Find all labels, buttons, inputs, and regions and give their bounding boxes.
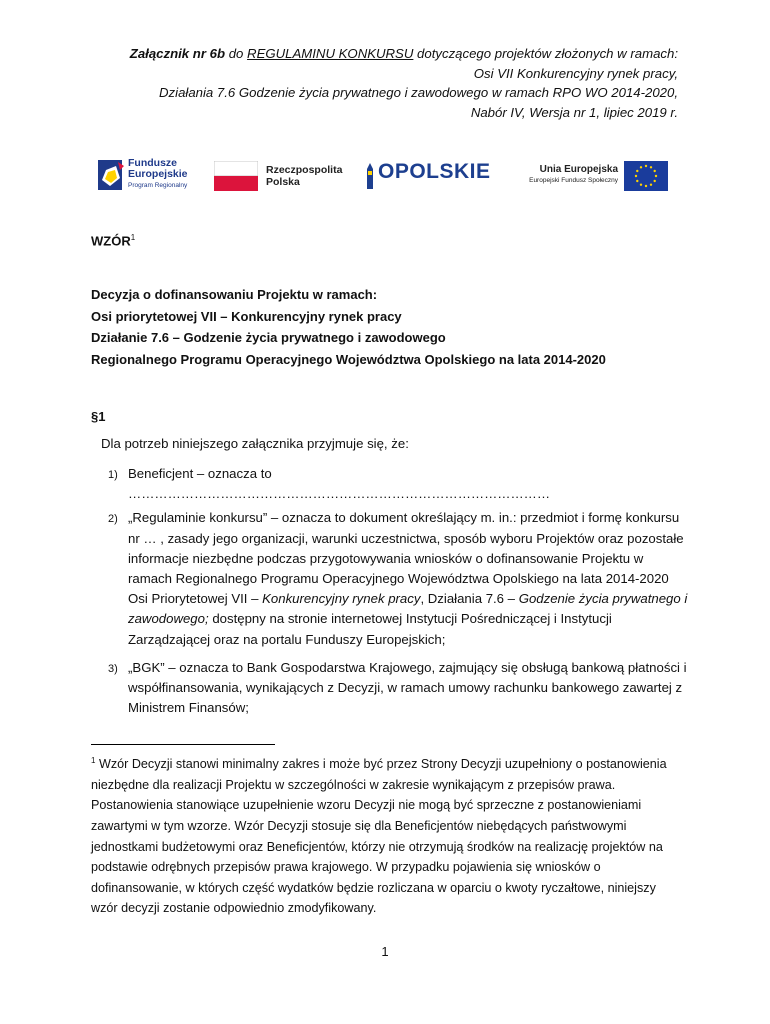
definition-item: [108, 658, 688, 719]
template-label: WZÓR$^1$: [91, 233, 136, 249]
eu-flag-icon: [624, 161, 668, 191]
section-intro: Dla potrzeb niniejszego załącznika przyjmuje się, że:: [101, 436, 409, 451]
decision-line-3: Działanie 7.6 – Godzenie życia prywatnego i zawodowego: [91, 330, 446, 345]
fe-star-icon: [96, 156, 126, 196]
definition-text: „BGK” – oznacza to Bank Gospodarstwa Krajowego, zajmujący się obsługą bankową płatności i współfinansowania, wynikających z Decyzji, w ramach umowy rachunku bankowego zawartej z Ministrem Finansów;: [128, 659, 687, 716]
page-number: 1: [381, 944, 389, 959]
header-line-3: Działania 7.6 Godzenie życia prywatnego i zawodowego w ramach RPO WO 2014-2020,: [159, 85, 678, 100]
header-line-1: Załącznik nr 6b do REGULAMINU KONKURSU dotyczącego projektów złożonych w ramach:: [129, 46, 678, 61]
ue-name: Unia Europejska: [539, 164, 618, 175]
definition-item: [108, 464, 688, 504]
definition-number: 2): [108, 513, 118, 526]
rp-name-2: Polska: [266, 176, 300, 188]
footnote: [91, 751, 681, 919]
definition-number: 1): [108, 469, 118, 481]
header-line-4: Nabór IV, Wersja nr 1, lipiec 2019 r.: [470, 104, 678, 120]
opolskie-name: OPOLSKIE: [378, 160, 491, 183]
fundusze-europejskie-logo: [96, 152, 206, 200]
header-line-2: Osi VII Konkurencyjny rynek pracy,: [473, 65, 678, 81]
opolskie-tower-icon: [364, 163, 376, 189]
fe-name-2: Europejskie: [128, 168, 188, 180]
fe-subtitle: Program Regionalny: [128, 182, 188, 189]
logo-strip: [96, 152, 674, 200]
ue-subtitle: Europejski Fundusz Społeczny: [529, 177, 618, 184]
footnote-text: Wzór Decyzji stanowi minimalny zakres i może być przez Strony Decyzji uzupełniony o postanowienia niezbędne dla realizacji Projektu w szczególności w zakresie wynikającym z przepisów prawa. Postanowienia stanowiące uzupełnienie wzoru Decyzji nie mogą być sprzeczne z postanowieniami zawartymi w tym wzorze. Wzór Decyzji stosuje się dla Beneficjentów niebędących państwowymi jednostkami budżetowymi oraz Beneficjentów, którzy nie otrzymują środków na realizację projektów na podstawie odrębnych przepisów prawa krajowego. W przypadku pojawienia się wniosków o dofinansowanie, w których część wydatków będzie rozliczana w oparciu o kwoty ryczałtowe, niniejszy wzór decyzji zostanie odpowiednio zmodyfikowany.: [91, 757, 667, 916]
definition-text: Beneficjent – oznacza to ……………………………………………………………………………………: [128, 466, 550, 502]
definition-text: „Regulaminie konkursu” – oznacza to dokument określający m. in.: przedmiot i formę konkursu nr … , zasady jego organizacji, warunki uczestnictwa, sposób wyboru Projektów oraz pozostałe informacje niezbędne podczas przygotowywania wniosków o dofinansowanie Projektu w ramach Regionalnego Programu Operacyjnego Województwa Opolskiego na lata 2014-2020 Osi Priorytetowej VII – Konkurencyjny rynek pracy, Działania 7.6 – Godzenie życia prywatnego i zawodowego; dostępny na stronie internetowej Instytucji Pośredniczącej i Instytucji Zarządzającej oraz na portalu Funduszy Europejskich;: [128, 510, 688, 647]
rzeczpospolita-polska-logo: [214, 152, 342, 200]
decision-line-1: Decyzja o dofinansowaniu Projektu w ramach:: [91, 287, 378, 302]
footnote-separator: [91, 744, 275, 745]
fe-name-1: Fundusze: [128, 157, 177, 169]
polish-flag-icon: [214, 161, 258, 191]
definition-number: 3): [108, 662, 118, 675]
footnote-ref[interactable]: 1: [130, 233, 136, 242]
definitions-list: [108, 464, 688, 722]
attachment-header: [78, 44, 678, 122]
definition-item: [108, 508, 688, 649]
unia-europejska-logo: [526, 152, 674, 200]
opolskie-logo: [364, 152, 504, 200]
footnote-number: 1: [91, 756, 96, 765]
decision-title: [91, 284, 606, 370]
section-heading: §1: [91, 409, 106, 424]
decision-line-4: Regionalnego Programu Operacyjnego Województwa Opolskiego na lata 2014-2020: [91, 351, 606, 367]
decision-line-2: Osi priorytetowej VII – Konkurencyjny rynek pracy: [91, 308, 402, 324]
rp-name-1: Rzeczpospolita: [266, 164, 343, 176]
